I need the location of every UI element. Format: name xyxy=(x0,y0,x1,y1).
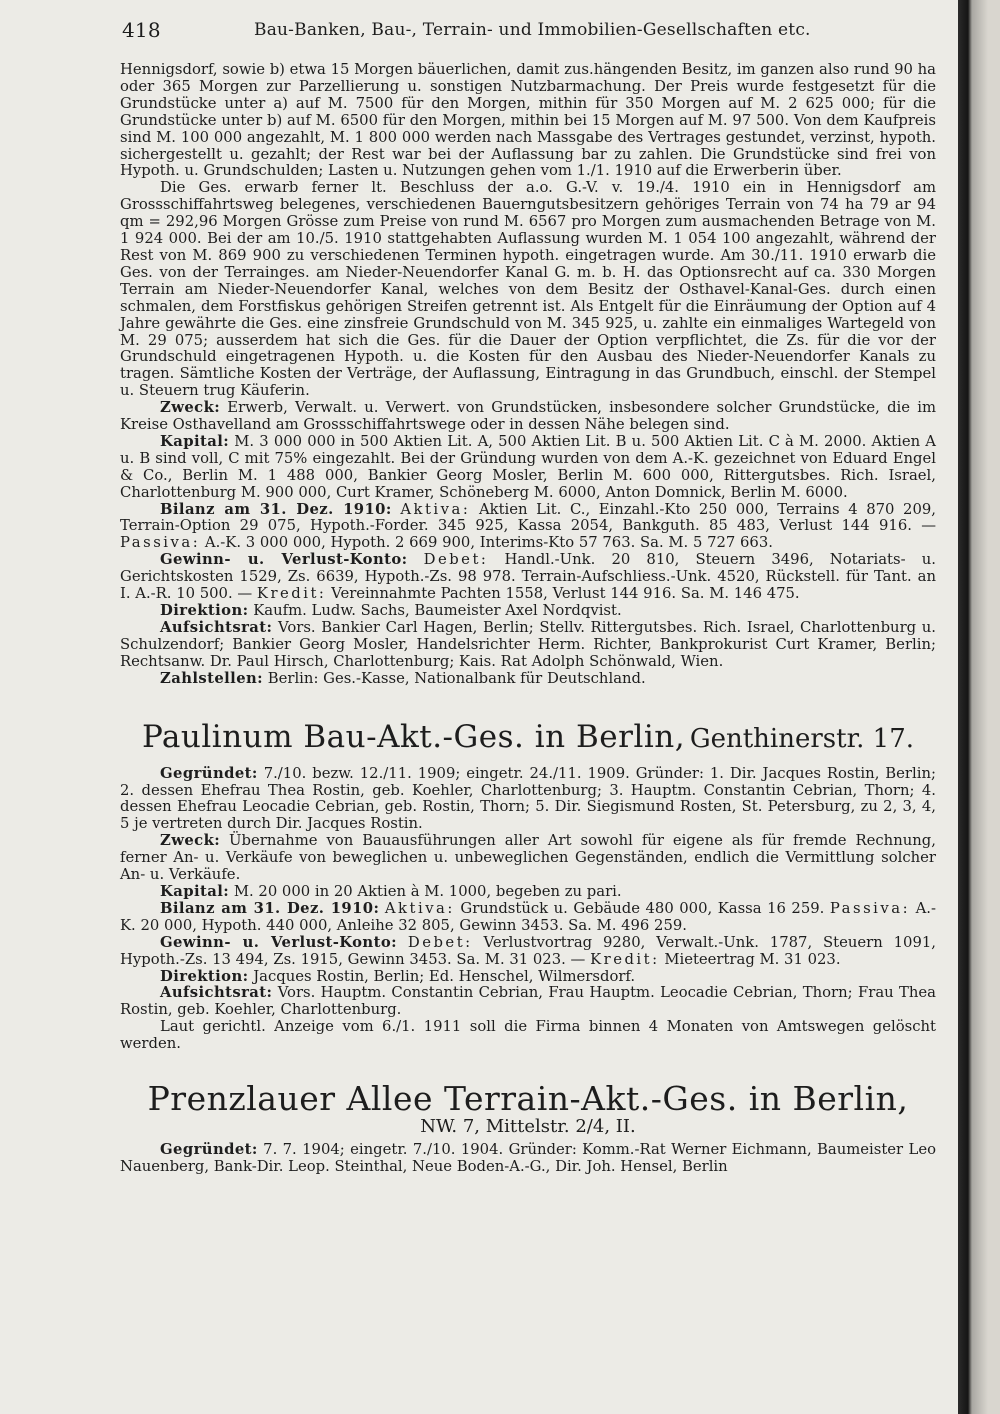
section-text: A.-K. 3 000 000, Hypoth. 2 669 900, Interims-Kto 57 763. Sa. M. 5 727 663. xyxy=(204,534,773,552)
section-text: A.-K. 20 000, Hypoth. 440 000, Anleihe 32 805, Gewinn 3453. Sa. M. 496 259. xyxy=(120,899,936,934)
company1-direktion xyxy=(120,603,936,620)
section-label: Kapital: xyxy=(160,882,230,900)
company-heading xyxy=(120,1081,936,1117)
section-text: 7./10. bezw. 12./11. 1909; eingetr. 24./11. 1909. Gründer: 1. Dir. Jacques Rostin, Berlin; 2. dessen Ehefrau Thea Rostin, geb. Koehler, Charlottenburg; 3. Hauptm. Constantin Cebrian, Thorn; 4. dessen Ehefrau Leocadie Cebrian, geb. Rostin, Thorn; 5. Dir. Siegismund Rosten, St. Petersburg, zu 2, 3, 4, 5 je vertreten durch Dir. Jacques Rostin. xyxy=(120,764,936,833)
company2-bilanz xyxy=(120,901,936,935)
section-text: Erwerb, Verwalt. u. Verwert. von Grundstücken, insbesondere solcher Grundstücke, die im Kreise Osthavelland am Grossschiffahrtswege oder in dessen Nähe belegen sind. xyxy=(120,399,936,434)
kredit-label: Kredit: xyxy=(590,950,660,968)
page-content xyxy=(120,62,936,1176)
company2-zweck xyxy=(120,833,936,884)
section-text: Verlustvortrag 9280, Verwalt.-Unk. 1787, Steuern 1091, Hypoth.-Zs. 13 494, Zs. 1915, Gewinn 3453. Sa. M. 31 023. — xyxy=(120,933,936,968)
section-text: M. 3 000 000 in 500 Aktien Lit. A, 500 Aktien Lit. B u. 500 Aktien Lit. C à M. 2000. Aktien A u. B sind voll, C mit 75% eingezahlt. Bei der Gründung wurden von dem A.-K. gezeichnet von Eduard Engel & Co., Berlin M. 1 488 000, Bankier Georg Mosler, Berlin M. 600 000, Rittergutsbes. Rich. Israel, Charlottenburg M. 900 000, Curt Kramer, Schöneberg M. 6000, Anton Domnick, Berlin M. 6000. xyxy=(120,432,936,501)
company2-direktion xyxy=(120,969,936,986)
company1-guv xyxy=(120,552,936,603)
section-label: Zweck: xyxy=(160,399,221,417)
passiva-label: Passiva: xyxy=(120,534,201,552)
company2-aufsichtsrat xyxy=(120,985,936,1019)
passiva-label: Passiva: xyxy=(829,899,911,917)
running-head: Bau-Banken, Bau-, Terrain- und Immobilien-Gesellschaften etc. xyxy=(254,20,811,40)
section-label: Gegründet: xyxy=(160,1141,258,1159)
company1-kapital xyxy=(120,434,936,502)
section-text: Vors. Hauptm. Constantin Cebrian, Frau Hauptm. Leocadie Cebrian, Thorn; Frau Thea Rostin, geb. Koehler, Charlottenburg. xyxy=(120,984,936,1019)
section-text: Jacques Rostin, Berlin; Ed. Henschel, Wilmersdorf. xyxy=(253,967,636,985)
aktiva-label: Aktiva: xyxy=(400,500,471,518)
section-label: Zweck: xyxy=(160,832,221,850)
company-address: Genthinerstr. 17. xyxy=(689,723,915,754)
section-text: Vereinnahmte Pachten 1558, Verlust 144 916. Sa. M. 146 475. xyxy=(331,585,800,603)
company-name: Paulinum Bau-Akt.-Ges. in Berlin, xyxy=(141,718,686,755)
company-heading xyxy=(120,720,936,754)
company1-paragraph: Die Ges. erwarb ferner lt. Beschluss der a.o. G.-V. v. 19./4. 1910 ein in Hennigsdorf am Grossschiffahrtsweg belegenes, verschiedenen Bauerngutsbesitzern gehöriges Terrain von 74 ha 79 ar 94 qm = 292,96 Morgen Grösse zum Preise von rund M. 6567 pro Morgen zum ausmachenden Betrage von M. 1 924 000. Bei der am 10./5. 1910 stattgehabten Auflassung wurden M. 1 054 100 angezahlt, während der Rest von M. 869 900 zu verschiedenen Terminen hypoth. eingetragen wurde. Am 30./11. 1910 erwarb die Ges. von der Terrainges. am Nieder-Neuendorfer Kanal G. m. b. H. das Optionsrecht auf ca. 330 Morgen Terrain am Nieder-Neuendorfer Kanal, welches von dem Besitz der Osthavel-Kanal-Ges. durch einen schmalen, dem Forstfiskus gehörigen Streifen getrennt ist. Als Entgelt für die Einräumung der Option auf 4 Jahre gewährte die Ges. eine zinsfreie Grundschuld von M. 345 925, u. zahlte ein einmaliges Wartegeld von M. 29 075; ausserdem hat sich die Ges. für die Dauer der Option verpflichtet, die Zs. für die vor der Grundschuld eingetragenen Hypoth. u. die Kosten für den Ausbau des Nieder-Neuendorfer Kanals zu tragen. Sämtliche Kosten der Verträge, der Auflassung, Eintragung in das Grundbuch, einschl. der Stempel u. Steuern trug Käuferin. xyxy=(120,179,936,400)
debet-label: Debet: xyxy=(423,551,489,569)
section-text: 7. 7. 1904; eingetr. 7./10. 1904. Gründer: Komm.-Rat Werner Eichmann, Baumeister Leo Nauenberg, Bank-Dir. Leop. Steinthal, Neue Boden-A.-G., Dir. Joh. Hensel, Berlin xyxy=(120,1141,936,1176)
section-text: Übernahme von Bauausführungen aller Art sowohl für eigene als für fremde Rechnung, ferner An- u. Verkäufe von beweglichen u. unbeweglichen Gegenständen, endlich die Vermittlung solcher An- u. Verkäufe. xyxy=(120,832,936,884)
section-label: Aufsichtsrat: xyxy=(160,984,273,1002)
section-text: Kaufm. Ludw. Sachs, Baumeister Axel Nordqvist. xyxy=(253,602,622,619)
section-label: Zahlstellen: xyxy=(160,669,264,687)
section-label: Kapital: xyxy=(160,432,230,450)
company1-zahlstellen xyxy=(120,671,936,688)
book-spine-shadow xyxy=(958,0,1000,1414)
section-label: Direktion: xyxy=(160,967,249,985)
section-label: Gewinn- u. Verlust-Konto: xyxy=(160,933,397,951)
section-label: Gewinn- u. Verlust-Konto: xyxy=(160,551,408,569)
section-text: Vors. Bankier Carl Hagen, Berlin; Stellv. Rittergutsbes. Rich. Israel, Charlottenburg u. Schulzendorf; Bankier Georg Mosler, Handelsrichter Herm. Richter, Bankprokurist Curt Kramer, Berlin; Rechtsanw. Dr. Paul Hirsch, Charlottenburg; Kais. Rat Adolph Schönwald, Wien. xyxy=(120,618,936,670)
section-label: Direktion: xyxy=(160,602,249,619)
section-text: Mieteertrag M. 31 023. xyxy=(664,950,841,968)
section-text: Aktien Lit. C., Einzahl.-Kto 250 000, Terrains 4 870 209, Terrain-Option 29 075, Hypoth.-Forder. 345 925, Kassa 2054, Bankguth. 85 483, Verlust 144 916. — xyxy=(120,500,936,535)
section-text: Grundstück u. Gebäude 480 000, Kassa 16 259. xyxy=(460,899,825,917)
company1-aufsichtsrat xyxy=(120,620,936,671)
company2-note: Laut gerichtl. Anzeige vom 6./1. 1911 soll die Firma binnen 4 Monaten von Amtswegen gelöscht werden. xyxy=(120,1018,936,1053)
section-text: Handl.-Unk. 20 810, Steuern 3496, Notariats- u. Gerichtskosten 1529, Zs. 6639, Hypoth.-Zs. 98 978. Terrain-Aufschliess.-Unk. 4520, Rückstell. für Tant. an I. A.-R. 10 500. — xyxy=(120,551,936,603)
company2-guv xyxy=(120,935,936,969)
company2-gegruendet xyxy=(120,766,936,834)
debet-label: Debet: xyxy=(407,933,473,951)
aktiva-label: Aktiva: xyxy=(384,899,455,917)
section-text: M. 20 000 in 20 Aktien à M. 1000, begeben zu pari. xyxy=(233,882,622,900)
company2-kapital xyxy=(120,884,936,901)
section-label: Gegründet: xyxy=(160,764,258,782)
company3-gegruendet xyxy=(120,1142,936,1176)
section-text: Berlin: Ges.-Kasse, Nationalbank für Deutschland. xyxy=(267,669,646,687)
section-label: Bilanz am 31. Dez. 1910: xyxy=(160,899,380,917)
company1-zweck xyxy=(120,400,936,434)
company1-bilanz xyxy=(120,502,936,553)
company-name: Prenzlauer Allee Terrain-Akt.-Ges. in Berlin, xyxy=(147,1079,909,1119)
kredit-label: Kredit: xyxy=(256,585,327,603)
company1-paragraph: Hennigsdorf, sowie b) etwa 15 Morgen bäuerlichen, damit zus.hängenden Besitz, im ganzen also rund 90 ha oder 365 Morgen zur Parzellierung u. sonstigen Nutzbarmachung. Der Preis wurde festgesetzt für die Grundstücke unter a) auf M. 7500 für den Morgen, mithin für 350 Morgen auf M. 2 625 000; für die Grundstücke unter b) auf M. 6500 für den Morgen, mithin bei 15 Morgen auf M. 97 500. Von dem Kaufpreis sind M. 100 000 angezahlt, M. 1 800 000 werden nach Massgabe des Vertrages gestundet, verzinst, hypoth. sichergestellt u. gezahlt; der Rest war bei der Auflassung bar zu zahlen. Die Grundstücke sind frei von Hypoth. u. Grundschulden; Lasten u. Nutzungen gehen vom 1./1. 1910 auf die Erwerberin über. xyxy=(120,61,936,180)
section-label: Bilanz am 31. Dez. 1910: xyxy=(160,500,392,518)
section-label: Aufsichtsrat: xyxy=(160,618,273,636)
page-number: 418 xyxy=(122,18,161,42)
company-address: NW. 7, Mittelstr. 2/4, II. xyxy=(420,1116,636,1138)
